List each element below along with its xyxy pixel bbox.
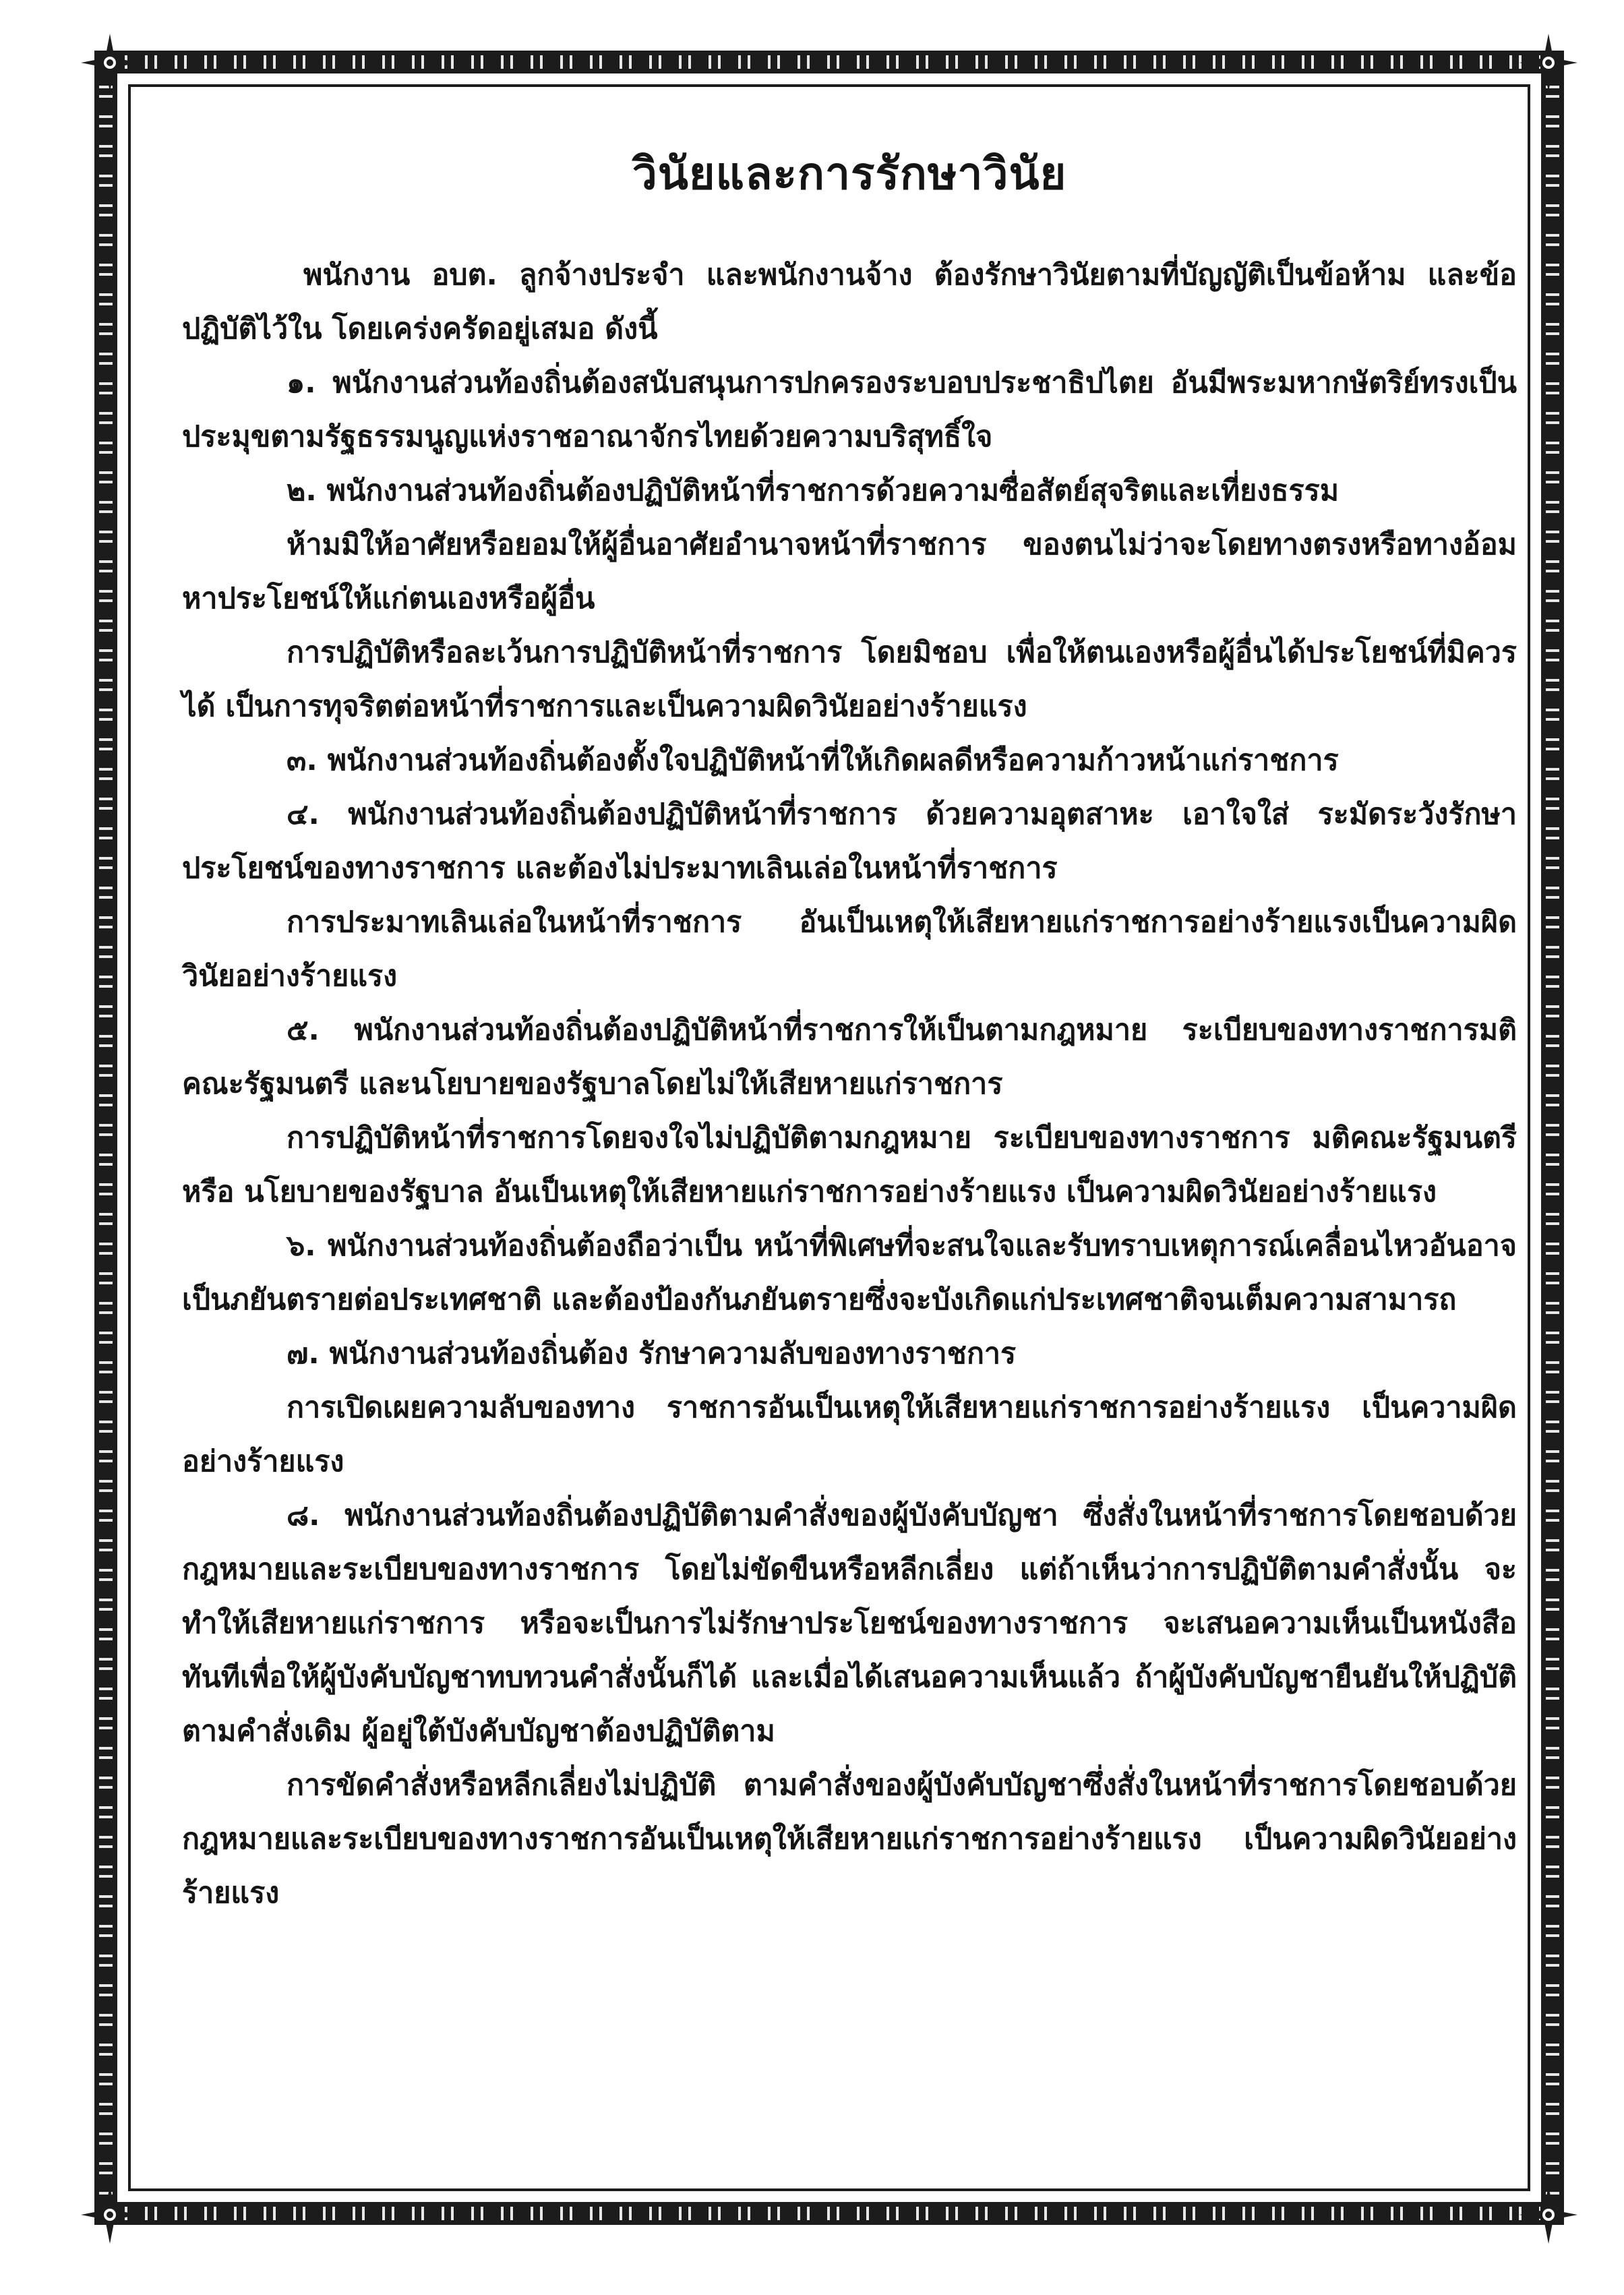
- border-pattern-left: [99, 74, 113, 2201]
- ornament-icon: [80, 2184, 140, 2245]
- paragraph-rule-7-note: การเปิดเผยความลับของทาง ราชการอันเป็นเหตุให้เสียหายแก่ราชการอย่างร้ายแรง เป็นความผิดอย่างร้ายแรง: [182, 1391, 1517, 1479]
- paragraph-rule-6: ๖. พนักงานส่วนท้องถิ่นต้องถือว่าเป็น หน้าที่พิเศษที่จะสนใจและรับทราบเหตุการณ์เคลื่อนไหวอันอาจเป็นภยันตรายต่อประเทศชาติ และต้องป้องกันภยันตรายซึ่งจะบังเกิดแก่ประเทศชาติจนเต็มความสามารถ: [182, 1229, 1517, 1317]
- paragraph-rule-8-note: การขัดคำสั่งหรือหลีกเลี่ยงไม่ปฏิบัติ ตามคำสั่งของผู้บังคับบัญชาซึ่งสั่งในหน้าที่ราชการโดยชอบด้วยกฎหมายและระเบียบของทางราชการอันเป็นเหตุให้เสียหายแก่ราชการอย่างร้ายแรง เป็นความผิดวินัยอย่างร้ายแรง: [182, 1768, 1517, 1910]
- page-title: วินัยและการรักษาวินัย: [632, 148, 1067, 200]
- ornament-icon: [1518, 32, 1579, 93]
- paragraph-rule-5-note: การปฏิบัติหน้าที่ราชการโดยจงใจไม่ปฏิบัติตามกฎหมาย ระเบียบของทางราชการ มติคณะรัฐมนตรีหรือ นโยบายของรัฐบาล อันเป็นเหตุให้เสียหายแก่ราชการอย่างร้ายแรง เป็นความผิดวินัยอย่างร้ายแรง: [182, 1121, 1517, 1209]
- document-body: [182, 138, 1517, 1920]
- paragraph-rule-7: ๗. พนักงานส่วนท้องถิ่นต้อง รักษาความลับของทางราชการ: [287, 1337, 1017, 1371]
- paragraph-rule-5: ๕. พนักงานส่วนท้องถิ่นต้องปฏิบัติหน้าที่ราชการให้เป็นตามกฎหมาย ระเบียบของทางราชการมติคณะรัฐมนตรี และนโยบายของรัฐบาลโดยไม่ให้เสียหายแก่ราชการ: [182, 1013, 1517, 1101]
- border-pattern-right: [1546, 74, 1559, 2201]
- paragraph-rule-2-note: การปฏิบัติหรือละเว้นการปฏิบัติหน้าที่ราชการ โดยมิชอบ เพื่อให้ตนเองหรือผู้อื่นได้ประโยชน์ที่มิควรได้ เป็นการทุจริตต่อหน้าที่ราชการและเป็นความผิดวินัยอย่างร้ายแรง: [182, 636, 1517, 723]
- paragraph-rule-3: ๓. พนักงานส่วนท้องถิ่นต้องตั้งใจปฏิบัติหน้าที่ให้เกิดผลดีหรือความก้าวหน้าแก่ราชการ: [287, 744, 1339, 777]
- paragraph-rule-1: ๑. พนักงานส่วนท้องถิ่นต้องสนับสนุนการปกครองระบอบประชาธิปไตย อันมีพระมหากษัตริย์ทรงเป็นประมุขตามรัฐธรรมนูญแห่งราชอาณาจักรไทยด้วยความบริสุทธิ์ใจ: [182, 366, 1517, 454]
- paragraph-rule-4: ๔. พนักงานส่วนท้องถิ่นต้องปฏิบัติหน้าที่ราชการ ด้วยความอุตสาหะ เอาใจใส่ ระมัดระวังรักษาประโยชน์ของทางราชการ และต้องไม่ประมาทเลินเล่อในหน้าที่ราชการ: [182, 798, 1517, 885]
- paragraph-rule-4-note: การประมาทเลินเล่อในหน้าที่ราชการ อันเป็นเหตุให้เสียหายแก่ราชการอย่างร้ายแรงเป็นความผิดวินัยอย่างร้ายแรง: [182, 905, 1517, 993]
- ornament-icon: [1518, 2184, 1579, 2245]
- border-pattern-bottom: [118, 2207, 1540, 2220]
- paragraph-rule-2-prohibition: ห้ามมิให้อาศัยหรือยอมให้ผู้อื่นอาศัยอำนาจหน้าที่ราชการ ของตนไม่ว่าจะโดยทางตรงหรือทางอ้อมหาประโยชน์ให้แก่ตนเองหรือผู้อื่น: [182, 528, 1517, 616]
- paragraph-rule-8: ๘. พนักงานส่วนท้องถิ่นต้องปฏิบัติตามคำสั่งของผู้บังคับบัญชา ซึ่งสั่งในหน้าที่ราชการโดยชอบด้วยกฎหมายและระเบียบของทางราชการ โดยไม่ขัดขืนหรือหลีกเลี่ยง แต่ถ้าเห็นว่าการปฏิบัติตามคำสั่งนั้น จะทำให้เสียหายแก่ราชการ หรือจะเป็นการไม่รักษาประโยชน์ของทางราชการ จะเสนอความเห็นเป็นหนังสือทันทีเพื่อให้ผู้บังคับบัญชาทบทวนคำสั่งนั้นก็ได้ และเมื่อได้เสนอความเห็นแล้ว ถ้าผู้บังคับบัญชายืนยันให้ปฏิบัติตามคำสั่งเดิม ผู้อยู่ใต้บังคับบัญชาต้องปฏิบัติตาม: [182, 1499, 1517, 1748]
- border-pattern-top: [118, 55, 1540, 69]
- ornament-icon: [80, 32, 140, 93]
- paragraph-rule-2: ๒. พนักงานส่วนท้องถิ่นต้องปฏิบัติหน้าที่ราชการด้วยความซื่อสัตย์สุจริตและเที่ยงธรรม: [287, 474, 1340, 508]
- paragraph-intro: พนักงาน อบต. ลูกจ้างประจำ และพนักงานจ้าง ต้องรักษาวินัยตามที่บัญญัติเป็นข้อห้าม และข้อปฏิบัติไว้ใน โดยเคร่งครัดอยู่เสมอ ดังนี้: [182, 258, 1517, 346]
